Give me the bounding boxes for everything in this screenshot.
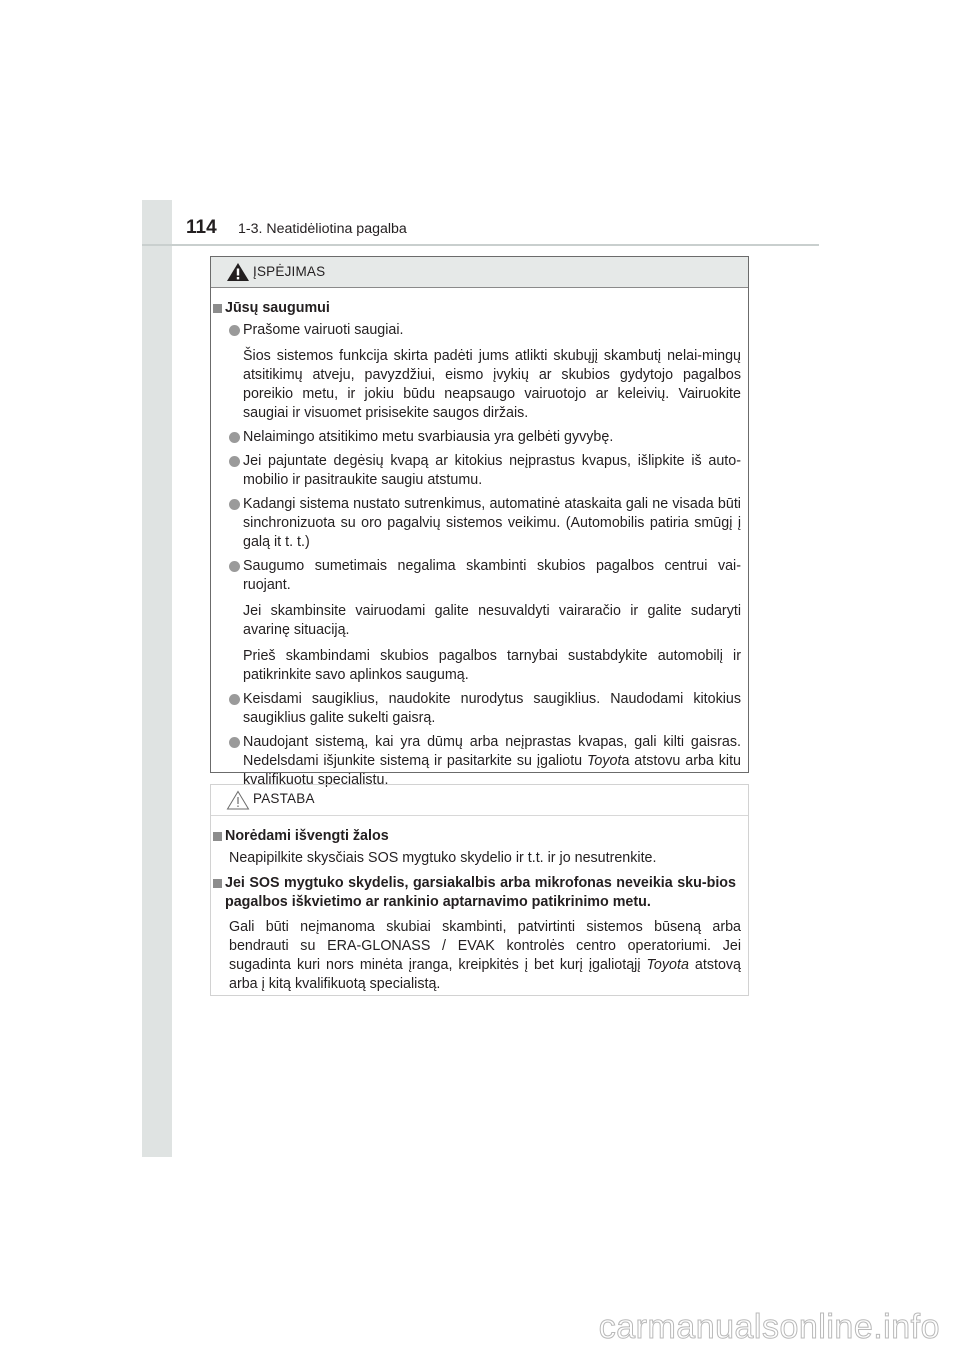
- side-margin-bar: [142, 200, 172, 1157]
- round-bullet-icon: [229, 499, 240, 510]
- list-item: Jei pajuntate degėsių kvapą ar kitokius neįprastus kvapus, išlipkite iš auto-mobilio ir pasitraukite saugiu atstumu.: [211, 452, 748, 490]
- warning-header: [211, 257, 748, 288]
- list-item: Kadangi sistema nustato sutrenkimus, automatinė ataskaita gali ne visada būti sinchronizuota su oro pagalvių sistemos veikimu. (Automobilis patiria smūgį į galą it t. t.): [211, 495, 748, 552]
- list-item: Naudojant sistemą, kai yra dūmų arba neįprastas kvapas, gali kilti gaisras. Nedelsdami išjunkite sistemą ir pasitarkite su įgaliotu Toyota atstovu arba kitu kvalifikuotu specialistu.: [211, 733, 748, 790]
- list-item: Keisdami saugiklius, naudokite nurodytus saugiklius. Naudodami kitokius saugiklius galite sukelti gaisrą.: [211, 690, 748, 728]
- watermark: [520, 1300, 950, 1350]
- square-bullet-icon: [213, 832, 222, 841]
- round-bullet-icon: [229, 456, 240, 467]
- caution-outline-triangle-icon: [226, 790, 250, 810]
- warning-heading: Jūsų saugumui: [211, 299, 748, 318]
- list-item-paragraph: Jei skambinsite vairuodami galite nesuvaldyti vairaračio ir galite sudaryti avarinę situaciją.: [243, 603, 741, 638]
- list-item-paragraph: Prieš skambindami skubios pagalbos tarnybai sustabdykite automobilį ir patikrinkite savo aplinkos saugumą.: [243, 648, 741, 683]
- warning-content: [211, 299, 748, 790]
- list-item-paragraph: Šios sistemos funkcija skirta padėti jums atlikti skubųjį skambutį nelai-mingų atsitikimų atveju, pavyzdžiui, eismo įvykių ar skubios gydytojo pagalbos poreikio metu, ir jokiu būdu neapsaugo vairuotojo ar keleivių. Vairuokite saugiai ir visuomet prisisekite saugos diržais.: [243, 348, 741, 421]
- list-item: Prašome vairuoti saugiai.: [211, 321, 748, 340]
- note-content: [211, 827, 748, 994]
- note-box: [210, 784, 749, 996]
- note-paragraph: Neapipilkite skysčiais SOS mygtuko skydelio ir t.t. ir jo nesutrenkite.: [229, 850, 657, 866]
- round-bullet-icon: [229, 561, 240, 572]
- note-paragraph: Gali būti neįmanoma skubiai skambinti, patvirtinti sistemos būseną arba bendrauti su ERA-GLONASS / EVAK kontrolės centro operatoriumi. Jei sugadinta kuri nors minėta įranga, kreipkitės į bet kurį įgaliotąjį Toyota atstovą arba į kitą kvalifikuotą specialistą.: [229, 919, 741, 992]
- watermark-text: carmanualsonline.info: [598, 1308, 940, 1346]
- note-heading: Jei SOS mygtuko skydelis, garsiakalbis arba mikrofonas neveikia sku-bios pagalbos iškvietimo ar rankinio aptarnavimo patikrinimo metu.: [211, 874, 748, 912]
- round-bullet-icon: [229, 694, 240, 705]
- note-label: PASTABA: [253, 791, 315, 806]
- page-number: 114: [186, 217, 217, 238]
- note-header: [211, 785, 748, 816]
- list-item: Saugumo sumetimais negalima skambinti skubios pagalbos centrui vai-ruojant.: [211, 557, 748, 595]
- note-heading: Norėdami išvengti žalos: [211, 827, 748, 846]
- round-bullet-icon: [229, 325, 240, 336]
- round-bullet-icon: [229, 432, 240, 443]
- warning-label: ĮSPĖJIMAS: [253, 264, 326, 279]
- square-bullet-icon: [213, 304, 222, 313]
- warning-box: [210, 256, 749, 788]
- list-item: Nelaimingo atsitikimo metu svarbiausia yra gelbėti gyvybę.: [211, 428, 748, 447]
- header-rule: [142, 244, 819, 246]
- square-bullet-icon: [213, 879, 222, 888]
- round-bullet-icon: [229, 737, 240, 748]
- warning-triangle-icon: [226, 262, 250, 282]
- section-title: 1-3. Neatidėliotina pagalba: [238, 221, 407, 237]
